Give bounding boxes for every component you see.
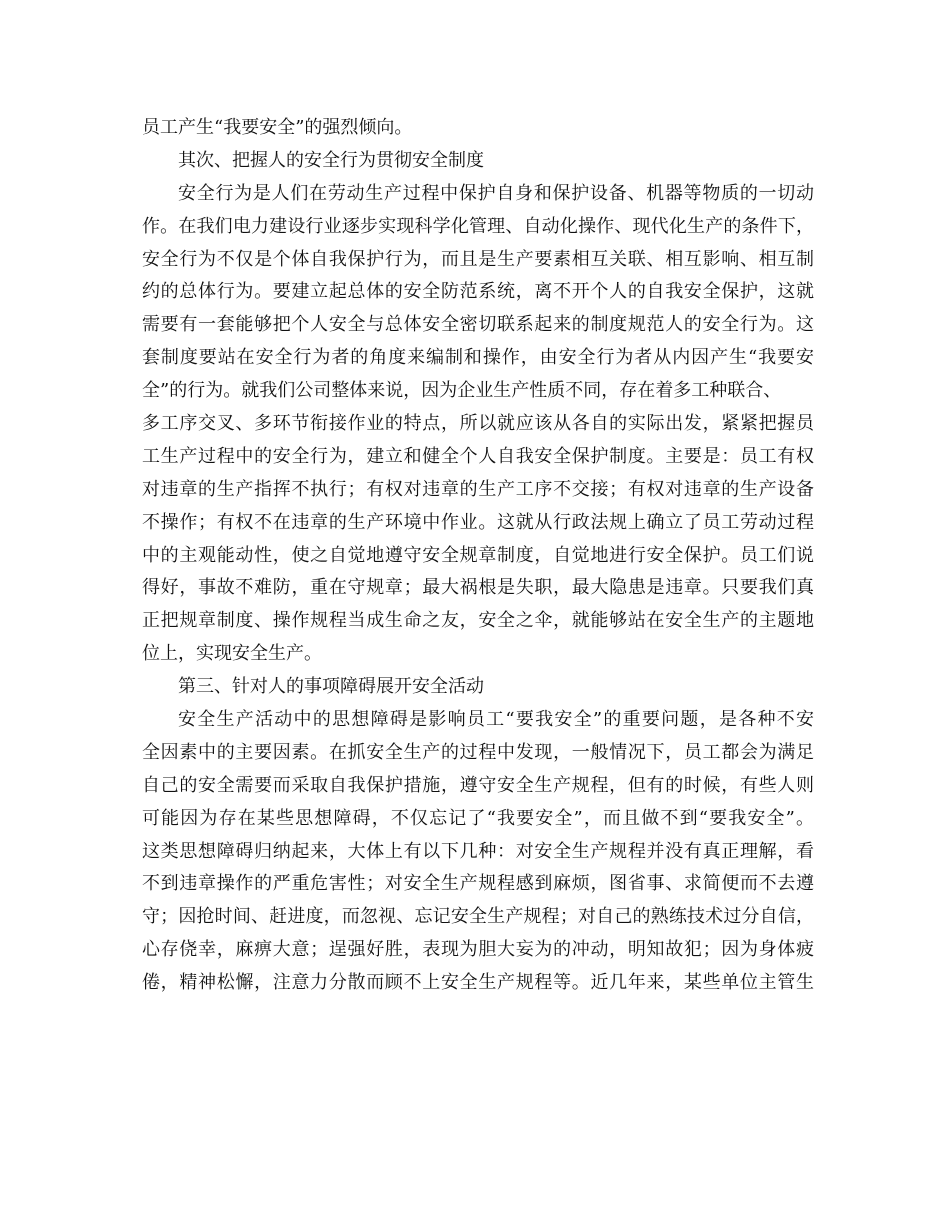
text-line: 全”的行为。就我们公司整体来说，因为企业生产性质不同，存在着多工种联合、 xyxy=(142,380,782,402)
section-heading: 第三、针对人的事项障碍展开安全活动 xyxy=(178,676,484,698)
text-line: 作。在我们电力建设行业逐步实现科学化管理、自动化操作、现代化生产的条件下， xyxy=(142,215,814,237)
text-line: 约的总体行为。要建立起总体的安全防范系统，离不开个人的自我安全保护，这就 xyxy=(142,281,814,303)
text-line: 对违章的生产指挥不执行；有权对违章的生产工序不交接；有权对违章的生产设备 xyxy=(142,478,814,500)
section-heading: 其次、把握人的安全行为贯彻安全制度 xyxy=(178,149,484,171)
text-line: 需要有一套能够把个人安全与总体安全密切联系起来的制度规范人的安全行为。这 xyxy=(142,314,814,336)
text-line: 正把规章制度、操作规程当成生命之友，安全之伞，就能够站在安全生产的主题地 xyxy=(142,610,814,632)
text-line: 安全行为不仅是个体自我保护行为，而且是生产要素相互关联、相互影响、相互制 xyxy=(142,248,814,270)
text-line: 不操作；有权不在违章的生产环境中作业。这就从行政法规上确立了员工劳动过程 xyxy=(142,511,814,533)
text-line: 安全生产活动中的思想障碍是影响员工“要我安全”的重要问题，是各种不安 xyxy=(178,709,814,731)
text-line: 这类思想障碍归纳起来，大体上有以下几种：对安全生产规程并没有真正理解，看 xyxy=(142,840,814,862)
text-line: 员工产生“我要安全”的强烈倾向。 xyxy=(142,117,413,138)
text-line: 位上，实现安全生产。 xyxy=(142,643,322,665)
text-line: 自己的安全需要而采取自我保护措施，遵守安全生产规程，但有的时候，有些人则 xyxy=(142,774,814,796)
document-page xyxy=(142,112,814,1000)
text-line: 全因素中的主要因素。在抓安全生产的过程中发现，一般情况下，员工都会为满足 xyxy=(142,741,814,763)
text-line: 中的主观能动性，使之自觉地遵守安全规章制度，自觉地进行安全保护。员工们说 xyxy=(142,544,814,566)
text-line: 套制度要站在安全行为者的角度来编制和操作，由安全行为者从内因产生“我要安 xyxy=(142,347,814,369)
text-line: 倦，精神松懈，注意力分散而顾不上安全生产规程等。近几年来，某些单位主管生 xyxy=(142,972,814,994)
text-line: 工生产过程中的安全行为，建立和健全个人自我安全保护制度。主要是：员工有权 xyxy=(142,445,814,467)
text-line: 不到违章操作的严重危害性；对安全生产规程感到麻烦，图省事、求简便而不去遵 xyxy=(142,873,814,895)
text-line: 心存侥幸，麻痹大意；逞强好胜，表现为胆大妄为的冲动，明知故犯；因为身体疲 xyxy=(142,939,814,961)
text-line: 多工序交叉、多环节衔接作业的特点，所以就应该从各自的实际出发，紧紧把握员 xyxy=(142,413,814,435)
text-line: 得好，事故不难防，重在守规章；最大祸根是失职，最大隐患是违章。只要我们真 xyxy=(142,577,814,599)
text-line: 可能因为存在某些思想障碍，不仅忘记了“我要安全”，而且做不到“要我安全”。 xyxy=(142,807,814,829)
text-line: 守；因抢时间、赶进度，而忽视、忘记安全生产规程；对自己的熟练技术过分自信， xyxy=(142,906,814,928)
text-line: 安全行为是人们在劳动生产过程中保护自身和保护设备、机器等物质的一切动 xyxy=(178,182,814,204)
